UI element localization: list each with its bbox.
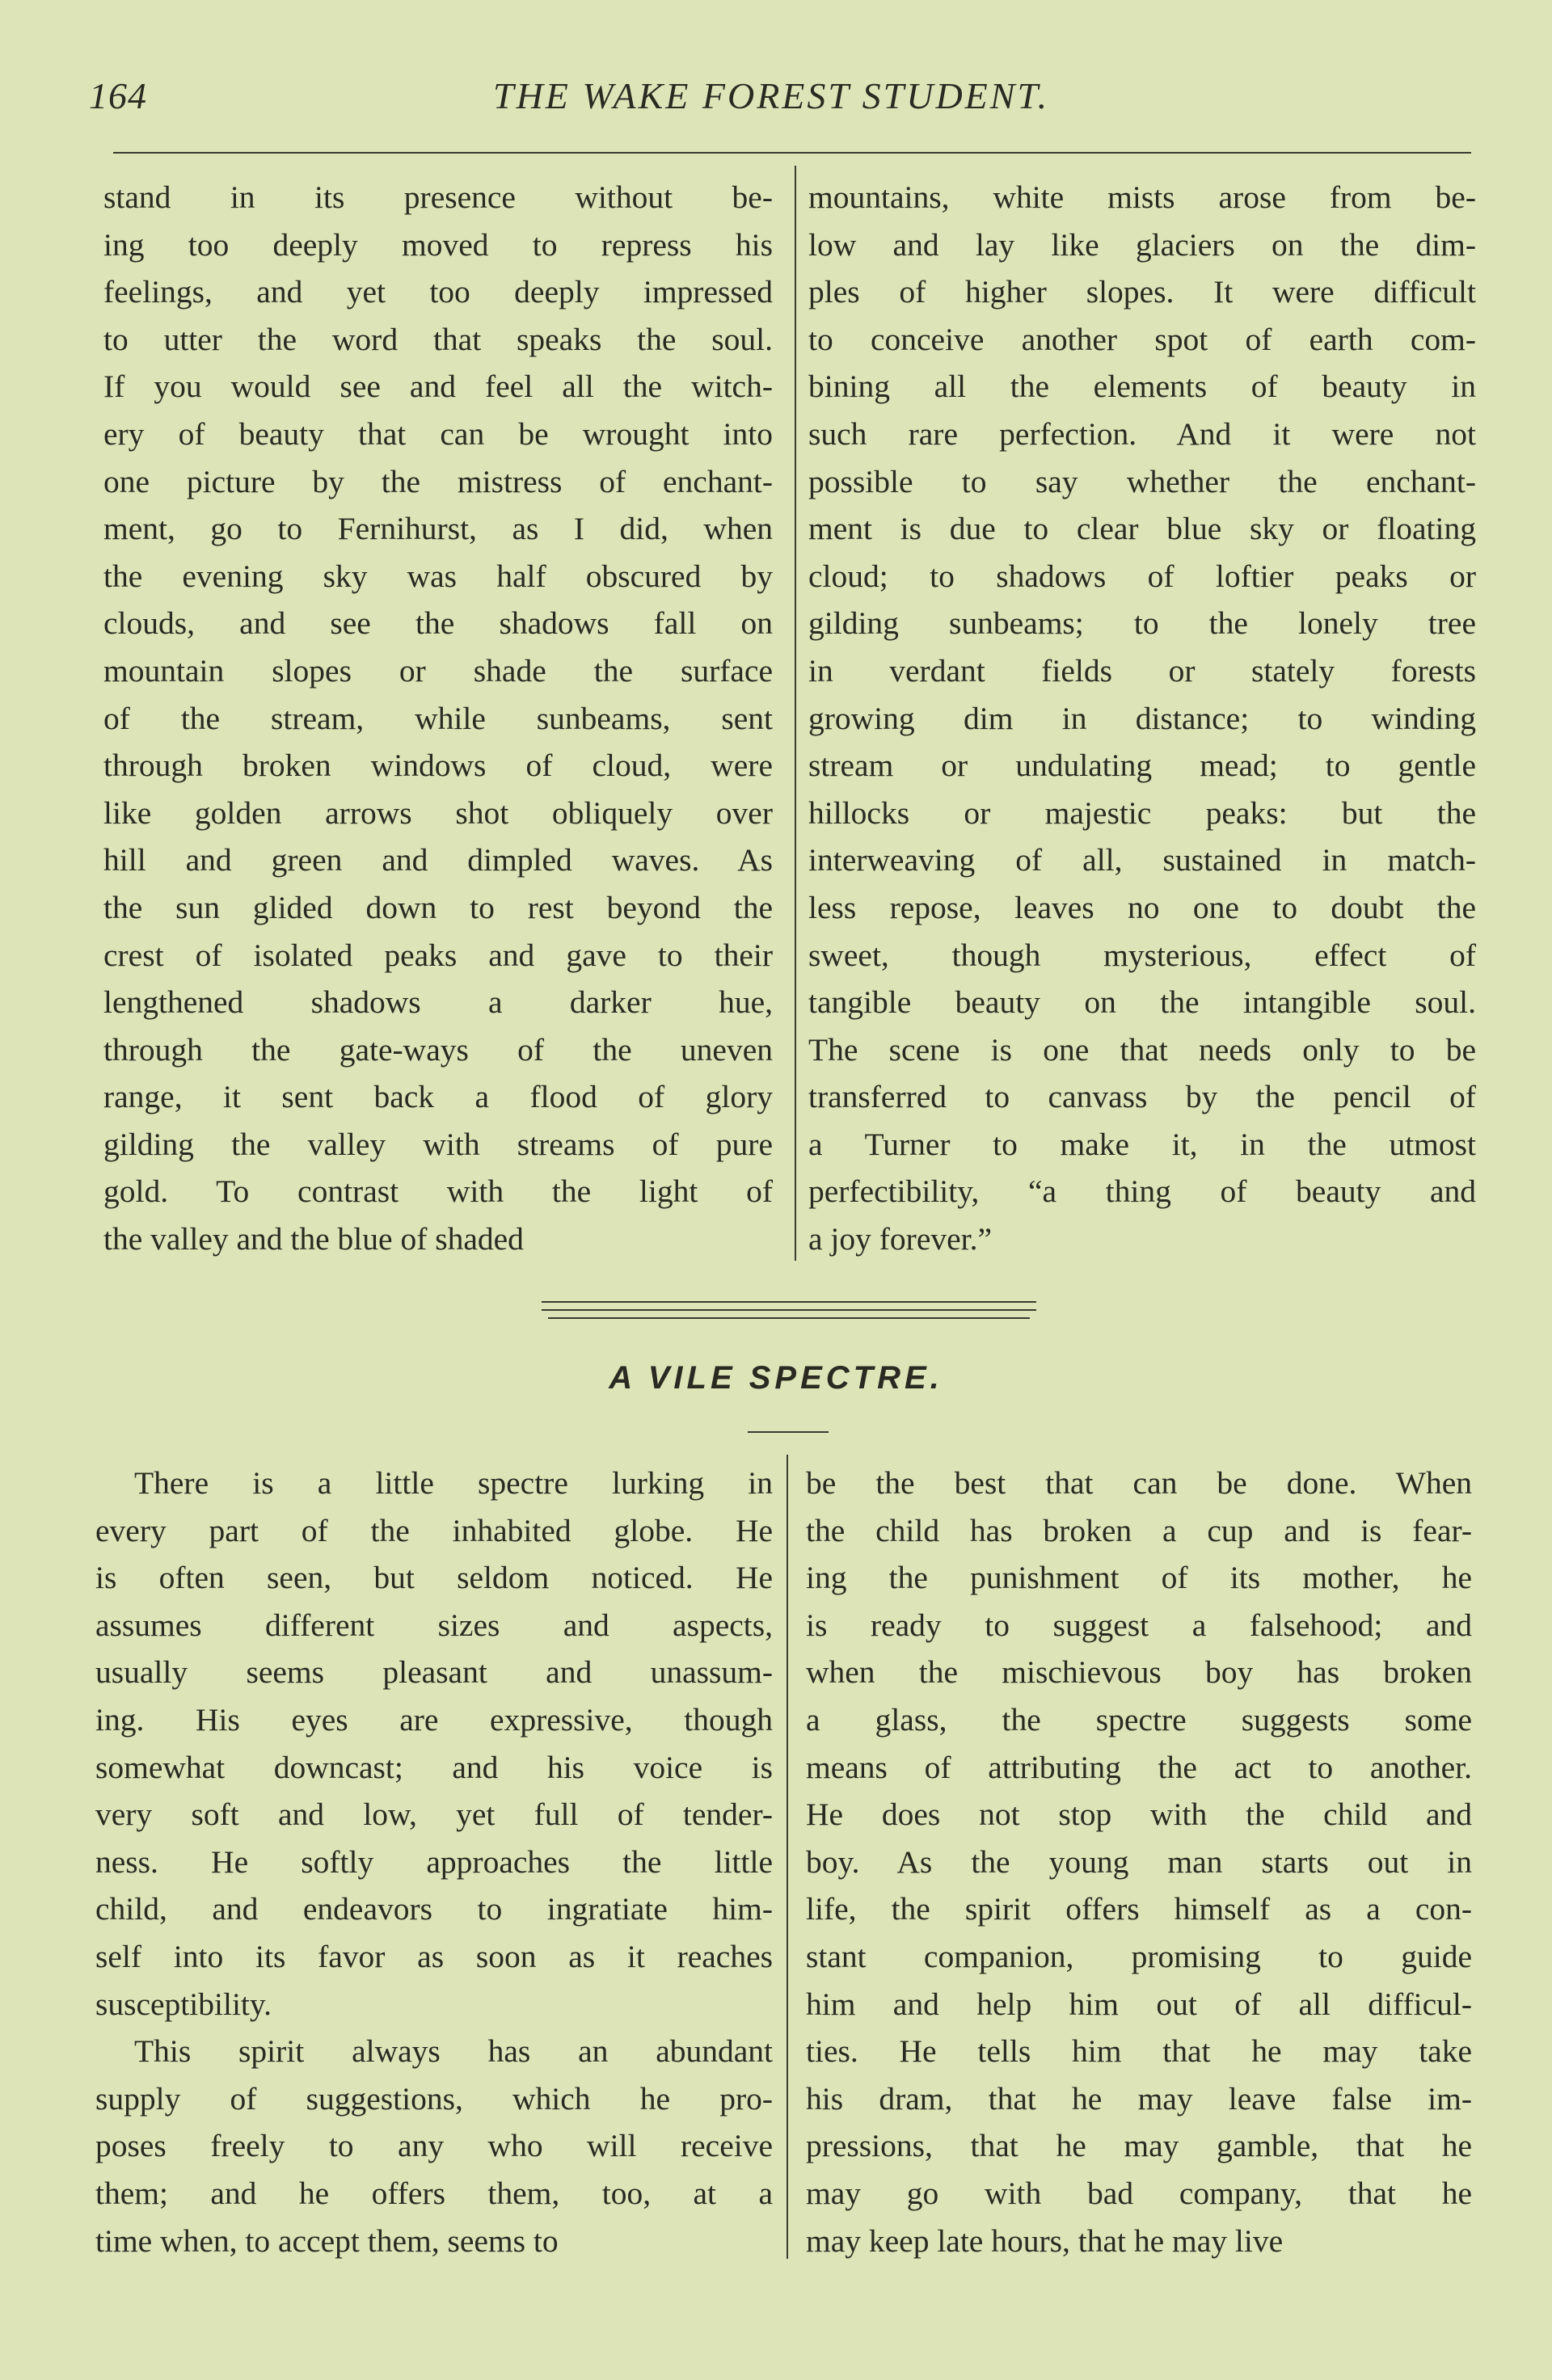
- text-line: usually seems pleasant and unassum-: [95, 1654, 773, 1691]
- text-line: somewhat downcast; and his voice is: [95, 1749, 773, 1785]
- text-line: ment is due to clear blue sky or floating: [808, 511, 1476, 547]
- top-right-column: [808, 174, 1476, 1263]
- text-line: interweaving of all, sustained in match-: [808, 842, 1476, 878]
- text-line: such rare perfection. And it were not: [808, 415, 1476, 452]
- text-line: cloud; to shadows of loftier peaks or: [808, 558, 1476, 594]
- text-line: perfectibility, “a thing of beauty and: [808, 1173, 1476, 1210]
- text-line: ples of higher slopes. It were difficult: [808, 274, 1476, 310]
- text-line: him and help him out of all difficul-: [806, 1986, 1472, 2022]
- text-line: The scene is one that needs only to be: [808, 1031, 1476, 1068]
- text-line: life, the spirit offers himself as a con-: [806, 1891, 1472, 1927]
- text-line: mountain slopes or shade the surface: [103, 652, 773, 689]
- text-line: gold. To contrast with the light of: [103, 1173, 773, 1210]
- text-line: very soft and low, yet full of tender-: [95, 1797, 773, 1833]
- text-line: a Turner to make it, in the utmost: [808, 1126, 1476, 1162]
- text-line: growing dim in distance; to winding: [808, 700, 1476, 736]
- text-line: ery of beauty that can be wrought into: [103, 415, 773, 452]
- text-line: gilding sunbeams; to the lonely tree: [808, 605, 1476, 642]
- top-column-divider: [795, 166, 796, 1261]
- text-line: less repose, leaves no one to doubt the: [808, 889, 1476, 925]
- article-title: A VILE SPECTRE.: [609, 1360, 943, 1396]
- text-line: in verdant fields or stately forests: [808, 652, 1476, 689]
- text-line: the evening sky was half obscured by: [103, 558, 773, 594]
- text-line: clouds, and see the shadows fall on: [103, 605, 773, 642]
- text-line: mountains, white mists arose from be-: [808, 179, 1476, 215]
- text-line: gilding the valley with streams of pure: [103, 1126, 773, 1162]
- text-line: is often seen, but seldom noticed. He: [95, 1560, 773, 1596]
- text-line: ment, go to Fernihurst, as I did, when: [103, 511, 773, 547]
- text-line: pressions, that he may gamble, that he: [806, 2128, 1472, 2164]
- text-line: one picture by the mistress of enchant-: [103, 463, 773, 499]
- bottom-left-column: [95, 1460, 773, 2264]
- text-line: crest of isolated peaks and gave to their: [103, 937, 773, 973]
- text-line: There is a little spectre lurking in: [134, 1465, 773, 1501]
- text-line: low and lay like glaciers on the dim-: [808, 226, 1476, 263]
- text-line: through the gate-ways of the uneven: [103, 1031, 773, 1068]
- text-line: boy. As the young man starts out in: [806, 1843, 1472, 1880]
- text-line: susceptibility.: [95, 1986, 272, 2022]
- text-line: may go with bad company, that he: [806, 2175, 1472, 2211]
- text-line: his dram, that he may leave false im-: [806, 2080, 1472, 2117]
- text-line: the child has broken a cup and is fear-: [806, 1512, 1472, 1548]
- text-line: a glass, the spectre suggests some: [806, 1701, 1472, 1738]
- text-line: This spirit always has an abundant: [134, 2033, 773, 2070]
- text-line: poses freely to any who will receive: [95, 2128, 773, 2164]
- text-line: self into its favor as soon as it reaches: [95, 1938, 773, 1974]
- text-line: the sun glided down to rest beyond the: [103, 889, 773, 925]
- text-line: child, and endeavors to ingratiate him-: [95, 1891, 773, 1927]
- text-line: ing. His eyes are expressive, though: [95, 1701, 773, 1738]
- text-line: ing the punishment of its mother, he: [806, 1560, 1472, 1596]
- text-line: time when, to accept them, seems to: [95, 2222, 559, 2259]
- bottom-column-divider: [787, 1455, 788, 2259]
- text-line: ties. He tells him that he may take: [806, 2033, 1472, 2070]
- running-title: THE WAKE FOREST STUDENT.: [493, 75, 1050, 116]
- text-line: tangible beauty on the intangible soul.: [808, 984, 1476, 1021]
- text-line: stant companion, promising to guide: [806, 1938, 1472, 1974]
- text-line: ing too deeply moved to repress his: [103, 226, 773, 263]
- text-line: every part of the inhabited globe. He: [95, 1512, 773, 1548]
- text-line: like golden arrows shot obliquely over: [103, 794, 773, 831]
- page-number: 164: [89, 75, 147, 116]
- bottom-right-column: [806, 1460, 1472, 2264]
- text-line: transferred to canvass by the pencil of: [808, 1079, 1476, 1115]
- text-line: to utter the word that speaks the soul.: [103, 321, 773, 357]
- text-line: when the mischievous boy has broken: [806, 1654, 1472, 1691]
- text-line: ness. He softly approaches the little: [95, 1843, 773, 1880]
- text-line: He does not stop with the child and: [806, 1797, 1472, 1833]
- text-line: feelings, and yet too deeply impressed: [103, 274, 773, 310]
- text-line: range, it sent back a flood of glory: [103, 1079, 773, 1115]
- text-line: of the stream, while sunbeams, sent: [103, 700, 773, 736]
- text-line: them; and he offers them, too, at a: [95, 2175, 773, 2211]
- text-line: stand in its presence without be-: [103, 179, 773, 215]
- text-line: hillocks or majestic peaks: but the: [808, 794, 1476, 831]
- text-line: the valley and the blue of shaded: [103, 1221, 524, 1257]
- text-line: If you would see and feel all the witch-: [103, 369, 773, 405]
- text-line: a joy forever.”: [808, 1221, 993, 1257]
- text-line: means of attributing the act to another.: [806, 1749, 1472, 1785]
- text-line: through broken windows of cloud, were: [103, 748, 773, 784]
- text-line: stream or undulating mead; to gentle: [808, 748, 1476, 784]
- text-line: lengthened shadows a darker hue,: [103, 984, 773, 1021]
- text-line: supply of suggestions, which he pro-: [95, 2080, 773, 2117]
- text-line: may keep late hours, that he may live: [806, 2222, 1284, 2259]
- text-line: possible to say whether the enchant-: [808, 463, 1476, 499]
- text-line: be the best that can be done. When: [806, 1465, 1472, 1501]
- section-separator-mid: [542, 1309, 1036, 1311]
- text-line: sweet, though mysterious, effect of: [808, 937, 1476, 973]
- text-line: is ready to suggest a falsehood; and: [806, 1607, 1472, 1643]
- title-rule: [748, 1431, 829, 1433]
- text-line: assumes different sizes and aspects,: [95, 1607, 773, 1643]
- section-separator-bottom: [548, 1317, 1030, 1319]
- text-line: bining all the elements of beauty in: [808, 369, 1476, 405]
- page-header: [89, 74, 1463, 131]
- section-separator-top: [542, 1301, 1036, 1303]
- top-left-column: [103, 174, 773, 1263]
- header-rule: [113, 152, 1471, 154]
- text-line: hill and green and dimpled waves. As: [103, 842, 773, 878]
- text-line: to conceive another spot of earth com-: [808, 321, 1476, 357]
